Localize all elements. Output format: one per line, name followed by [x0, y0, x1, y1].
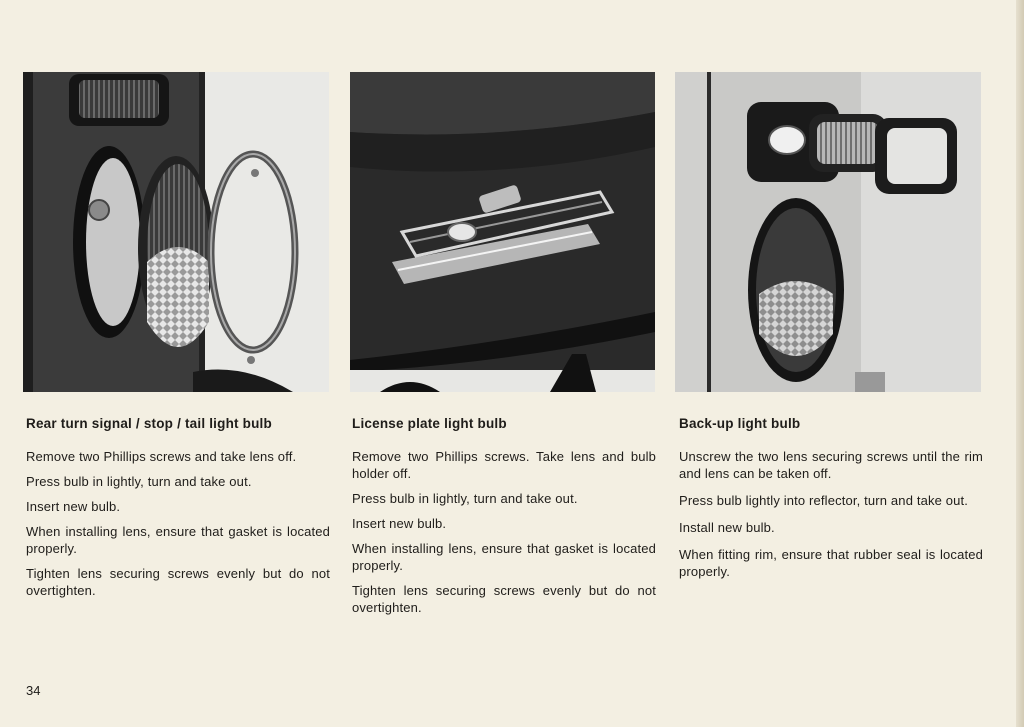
- page-edge: [1016, 0, 1024, 727]
- step-text: Install new bulb.: [679, 520, 775, 535]
- step-text: Unscrew the two lens securing screws until the rim and lens can be taken off.: [679, 449, 983, 481]
- step-text: Remove two Phillips screws. Take lens and bulb holder off.: [352, 449, 656, 481]
- step-text: Remove two Phillips screws and take lens off.: [26, 449, 297, 464]
- photo-rear-turn-signal: [23, 72, 329, 392]
- license-light-illustration: [350, 72, 655, 392]
- step-text: Insert new bulb.: [26, 499, 121, 514]
- step-text: When installing lens, ensure that gasket is located properly.: [26, 524, 330, 556]
- section-rear-turn-signal: [26, 415, 330, 607]
- step-text: Press bulb in lightly, turn and take out.: [26, 474, 252, 489]
- section-backup-light: [679, 415, 983, 590]
- section-license-plate-light: [352, 415, 656, 624]
- section-heading: Back-up light bulb: [679, 416, 801, 431]
- section-heading: Rear turn signal / stop / tail light bulb: [26, 416, 272, 431]
- step-text: Press bulb in lightly, turn and take out.: [352, 491, 578, 506]
- step-text: When fitting rim, ensure that rubber seal is located properly.: [679, 547, 983, 579]
- step-text: Press bulb lightly into reflector, turn and take out.: [679, 493, 969, 508]
- photo-license-plate-light: [350, 72, 655, 392]
- photo-backup-light: [675, 72, 981, 392]
- section-heading: License plate light bulb: [352, 416, 507, 431]
- step-text: When installing lens, ensure that gasket is located properly.: [352, 541, 656, 573]
- backup-light-illustration: [675, 72, 981, 392]
- step-text: Tighten lens securing screws evenly but do not overtighten.: [26, 566, 330, 598]
- step-text: Tighten lens securing screws evenly but do not overtighten.: [352, 583, 656, 615]
- rear-light-illustration: [23, 72, 329, 392]
- page-number: 34: [26, 683, 41, 698]
- step-text: Insert new bulb.: [352, 516, 447, 531]
